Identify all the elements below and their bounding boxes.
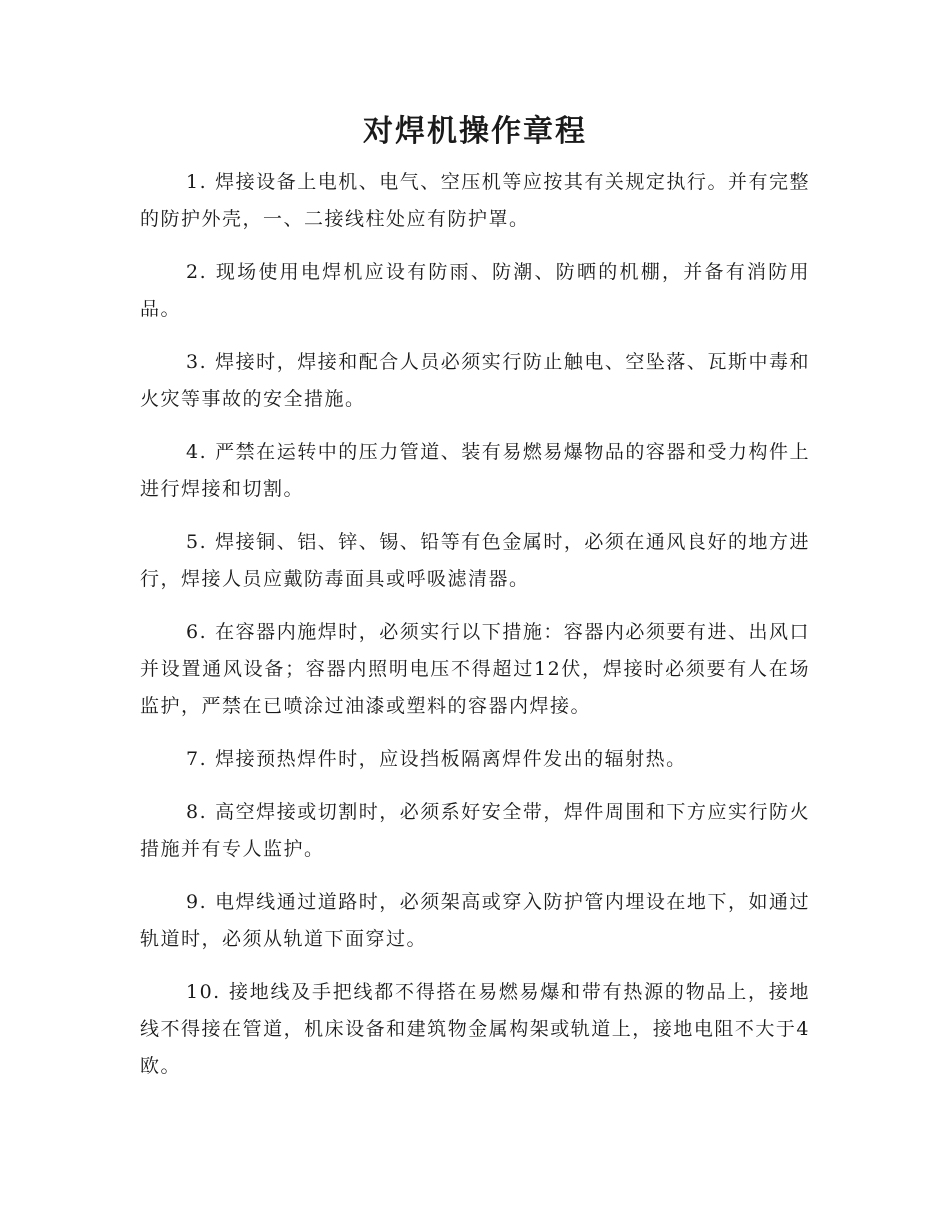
- clause-item: [140, 741, 810, 778]
- clause-list: [140, 164, 810, 1101]
- clause-text: 接地线及手把线都不得搭在易燃易爆和带有热源的物品上，接地线不得接在管道，机床设备和建筑物金属构架或轨道上，接地电阻不大于4欧。: [140, 981, 810, 1077]
- clause-text: 焊接设备上电机、电气、空压机等应按其有关规定执行。并有完整的防护外壳，一、二接线柱处应有防护罩。: [140, 171, 810, 230]
- clause-text: 焊接铜、铝、锌、锡、铅等有色金属时，必须在通风良好的地方进行，焊接人员应戴防毒面具或呼吸滤清器。: [140, 531, 810, 590]
- clause-number: 5.: [186, 531, 208, 553]
- clause-text: 焊接预热焊件时，应设挡板隔离焊件发出的辐射热。: [215, 748, 687, 770]
- clause-text: 焊接时，焊接和配合人员必须实行防止触电、空坠落、瓦斯中毒和火灾等事故的安全措施。: [140, 351, 810, 410]
- clause-text: 电焊线通过道路时，必须架高或穿入防护管内埋设在地下，如通过轨道时，必须从轨道下面穿过。: [140, 891, 810, 950]
- clause-number: 2.: [186, 261, 208, 283]
- clause-text: 现场使用电焊机应设有防雨、防潮、防晒的机棚，并备有消防用品。: [140, 261, 810, 320]
- clause-item: [140, 254, 810, 328]
- clause-number: 9.: [186, 891, 208, 913]
- clause-text: 严禁在运转中的压力管道、装有易燃易爆物品的容器和受力构件上进行焊接和切割。: [140, 441, 810, 500]
- clause-number: 1.: [186, 171, 208, 193]
- clause-item: [140, 524, 810, 598]
- clause-item: [140, 164, 810, 238]
- clause-number: 6.: [186, 621, 208, 643]
- clause-item: [140, 434, 810, 508]
- clause-item: [140, 974, 810, 1085]
- clause-number: 8.: [186, 801, 208, 823]
- page-title: 对焊机操作章程: [363, 114, 587, 149]
- clause-text: 在容器内施焊时，必须实行以下措施：容器内必须要有进、出风口并设置通风设备；容器内照明电压不得超过12伏，焊接时必须要有人在场监护，严禁在已喷涂过油漆或塑料的容器内焊接。: [140, 621, 810, 717]
- clause-item: [140, 884, 810, 958]
- clause-item: [140, 344, 810, 418]
- clause-number: 7.: [186, 748, 208, 770]
- clause-item: [140, 794, 810, 868]
- clause-number: 4.: [186, 441, 208, 463]
- clause-item: [140, 614, 810, 725]
- clause-number: 3.: [186, 351, 208, 373]
- clause-number: 10.: [186, 981, 221, 1003]
- clause-text: 高空焊接或切割时，必须系好安全带，焊件周围和下方应实行防火措施并有专人监护。: [140, 801, 810, 860]
